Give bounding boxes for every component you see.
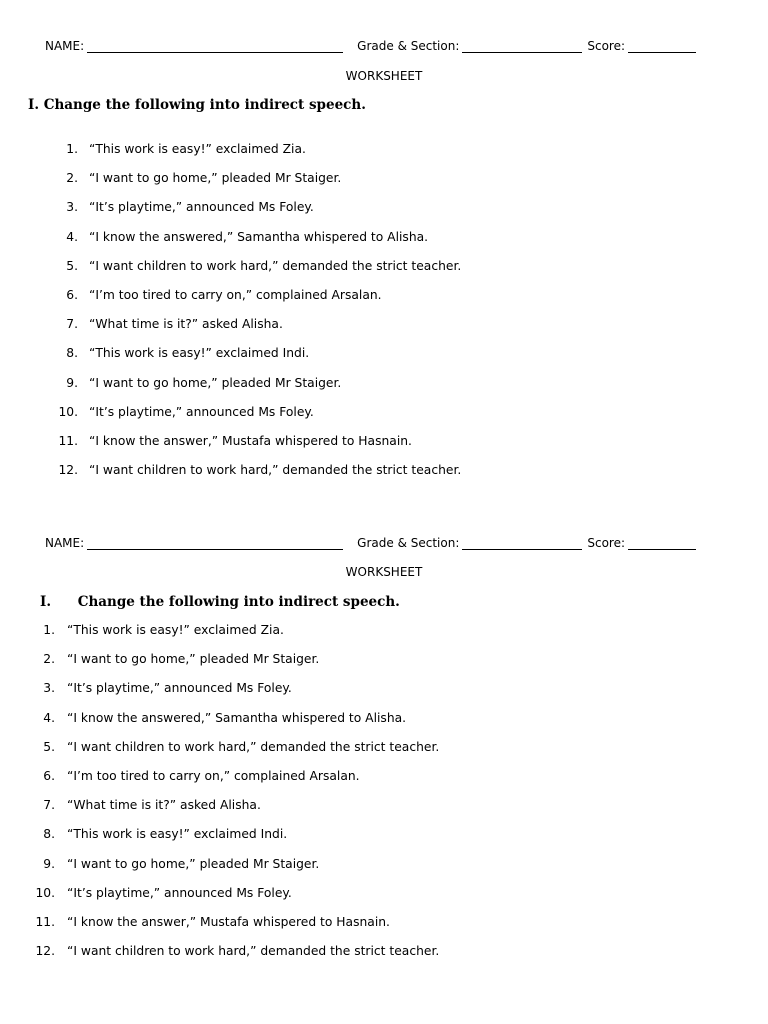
question-item bbox=[0, 710, 720, 726]
question-item bbox=[0, 797, 720, 813]
question-number: 4. bbox=[66, 229, 78, 244]
question-text: “I know the answer,” Mustafa whispered to Hasnain. bbox=[89, 434, 412, 448]
question-item bbox=[0, 680, 720, 696]
question-number: 3. bbox=[66, 200, 78, 215]
question-item bbox=[0, 914, 720, 930]
grade-section-label: Grade & Section: bbox=[357, 536, 460, 550]
question-number: 8. bbox=[66, 346, 78, 361]
question-number: 10. bbox=[58, 404, 78, 419]
question-number: 12. bbox=[58, 463, 78, 478]
question-number: 11. bbox=[58, 434, 78, 448]
question-text: “This work is easy!” exclaimed Zia. bbox=[89, 142, 306, 156]
question-text: “It’s playtime,” announced Ms Foley. bbox=[89, 404, 314, 419]
header-line-2 bbox=[45, 534, 725, 552]
question-item bbox=[0, 651, 720, 667]
question-text: “I want children to work hard,” demanded the strict teacher. bbox=[89, 258, 462, 273]
question-number: 8. bbox=[43, 827, 55, 842]
question-number: 9. bbox=[43, 856, 55, 871]
question-item bbox=[0, 229, 720, 245]
roman-numeral: I. bbox=[40, 594, 52, 610]
question-item bbox=[0, 170, 720, 186]
question-number: 2. bbox=[43, 652, 55, 667]
question-item bbox=[0, 141, 720, 157]
name-label: NAME: bbox=[45, 39, 85, 53]
question-text: “This work is easy!” exclaimed Indi. bbox=[89, 346, 310, 361]
question-text: “It’s playtime,” announced Ms Foley. bbox=[67, 681, 292, 696]
question-item bbox=[0, 943, 720, 959]
question-text: “I know the answer,” Mustafa whispered to Hasnain. bbox=[67, 915, 390, 929]
question-text: “I know the answered,” Samantha whispered to Alisha. bbox=[67, 710, 407, 725]
question-item bbox=[0, 287, 720, 303]
question-text: “I want children to work hard,” demanded the strict teacher. bbox=[67, 739, 440, 754]
instruction-text: Change the following into indirect speech. bbox=[43, 97, 366, 113]
instruction-text: Change the following into indirect speech. bbox=[77, 594, 400, 610]
question-item bbox=[0, 622, 720, 638]
grade-section-blank[interactable] bbox=[462, 537, 582, 550]
header-line-1 bbox=[45, 37, 725, 55]
question-item bbox=[0, 826, 720, 842]
question-text: “It’s playtime,” announced Ms Foley. bbox=[67, 885, 292, 900]
grade-section-blank[interactable] bbox=[462, 40, 582, 53]
question-item bbox=[0, 768, 720, 784]
question-number: 11. bbox=[35, 915, 55, 929]
question-number: 1. bbox=[66, 142, 78, 156]
question-text: “I want children to work hard,” demanded the strict teacher. bbox=[89, 463, 462, 478]
score-blank[interactable] bbox=[628, 40, 696, 53]
question-item bbox=[0, 258, 720, 274]
grade-section-label: Grade & Section: bbox=[357, 39, 460, 53]
question-text: “This work is easy!” exclaimed Indi. bbox=[67, 827, 288, 842]
question-item bbox=[0, 739, 720, 755]
question-text: “I want to go home,” pleaded Mr Staiger. bbox=[67, 856, 320, 871]
question-number: 12. bbox=[35, 944, 55, 959]
question-text: “I’m too tired to carry on,” complained Arsalan. bbox=[89, 288, 382, 302]
question-text: “It’s playtime,” announced Ms Foley. bbox=[89, 200, 314, 215]
question-text: “What time is it?” asked Alisha. bbox=[67, 798, 261, 813]
question-item bbox=[0, 199, 720, 215]
question-number: 9. bbox=[66, 375, 78, 390]
question-number: 5. bbox=[66, 258, 78, 273]
question-number: 7. bbox=[43, 798, 55, 813]
score-label: Score: bbox=[587, 536, 626, 550]
question-item bbox=[0, 375, 720, 391]
question-item bbox=[0, 433, 720, 449]
question-item bbox=[0, 462, 720, 478]
question-item bbox=[0, 345, 720, 361]
question-number: 2. bbox=[66, 171, 78, 186]
question-text: “I know the answered,” Samantha whispered to Alisha. bbox=[89, 229, 429, 244]
name-blank[interactable] bbox=[87, 537, 343, 550]
question-text: “I want to go home,” pleaded Mr Staiger. bbox=[89, 171, 342, 186]
worksheet-title: WORKSHEET bbox=[345, 565, 423, 579]
question-text: “I want to go home,” pleaded Mr Staiger. bbox=[67, 652, 320, 667]
instruction-2 bbox=[40, 593, 400, 611]
question-text: “What time is it?” asked Alisha. bbox=[89, 317, 283, 332]
question-number: 3. bbox=[43, 681, 55, 696]
worksheet-title: WORKSHEET bbox=[345, 69, 423, 83]
question-item bbox=[0, 885, 720, 901]
question-number: 5. bbox=[43, 739, 55, 754]
question-number: 7. bbox=[66, 317, 78, 332]
question-number: 4. bbox=[43, 710, 55, 725]
score-label: Score: bbox=[587, 39, 626, 53]
question-number: 6. bbox=[43, 769, 55, 783]
question-text: “This work is easy!” exclaimed Zia. bbox=[67, 623, 284, 637]
question-number: 10. bbox=[35, 885, 55, 900]
name-blank[interactable] bbox=[87, 40, 343, 53]
question-text: “I’m too tired to carry on,” complained Arsalan. bbox=[67, 769, 360, 783]
question-item bbox=[0, 404, 720, 420]
score-blank[interactable] bbox=[628, 537, 696, 550]
question-item bbox=[0, 856, 720, 872]
question-text: “I want to go home,” pleaded Mr Staiger. bbox=[89, 375, 342, 390]
question-text: “I want children to work hard,” demanded the strict teacher. bbox=[67, 944, 440, 959]
question-item bbox=[0, 316, 720, 332]
name-label: NAME: bbox=[45, 536, 85, 550]
roman-numeral: I. bbox=[28, 97, 40, 113]
question-number: 1. bbox=[43, 623, 55, 637]
instruction-1 bbox=[28, 96, 366, 114]
question-number: 6. bbox=[66, 288, 78, 302]
